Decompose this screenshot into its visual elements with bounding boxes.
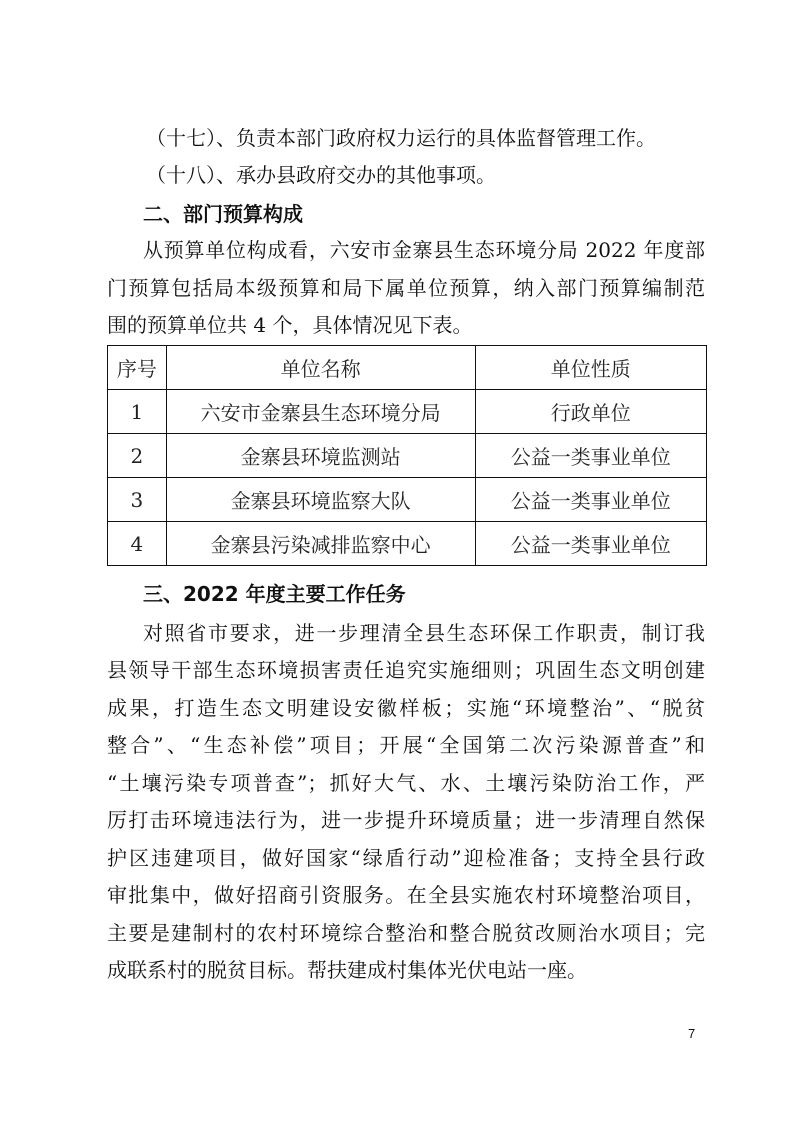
cell-unit-type: 公益一类事业单位 [475, 522, 706, 566]
paragraph-line: 对照省市要求，进一步理清全县生态环保工作职责，制订我 [143, 621, 705, 645]
cell-unit-type: 公益一类事业单位 [475, 434, 706, 478]
paragraph-line: 县领导干部生态环境损害责任追究实施细则；巩固生态文明创建 [107, 658, 705, 682]
header-serial: 序号 [108, 346, 167, 390]
cell-serial: 2 [108, 434, 167, 478]
header-unit-name: 单位名称 [166, 346, 475, 390]
table-row [108, 390, 707, 434]
cell-serial: 4 [108, 522, 167, 566]
paragraph-line: 护区违建项目，做好国家“绿盾行动”迎检准备；支持全县行政 [107, 846, 705, 870]
cell-unit-name: 金寨县环境监测站 [166, 434, 475, 478]
paragraph-line: 成果，打造生态文明建设安徽样板；实施“环境整治”、“脱贫 [107, 696, 705, 720]
paragraph-line: 从预算单位构成看，六安市金寨县生态环境分局 2022 年度部 [143, 238, 705, 262]
paragraph-line: 厉打击环境违法行为，进一步提升环境质量；进一步清理自然保 [107, 808, 705, 832]
table-header-row [108, 346, 707, 390]
paragraph-line: 审批集中，做好招商引资服务。在全县实施农村环境整治项目， [107, 883, 705, 907]
cell-unit-name: 六安市金寨县生态环境分局 [166, 390, 475, 434]
cell-unit-name: 金寨县污染减排监察中心 [166, 522, 475, 566]
page-number: 7 [688, 1026, 696, 1041]
duty-item-18: （十八）、承办县政府交办的其他事项。 [146, 163, 496, 187]
paragraph-line: 成联系村的脱贫目标。帮扶建成村集体光伏电站一座。 [107, 958, 587, 982]
section-heading-budget-composition: 二、部门预算构成 [143, 202, 303, 226]
paragraph-line: 围的预算单位共 4 个，具体情况见下表。 [107, 313, 473, 337]
cell-serial: 3 [108, 478, 167, 522]
paragraph-line: 整合”、“生态补偿”项目；开展“全国第二次污染源普查”和 [107, 733, 705, 757]
paragraph-line: 门预算包括局本级预算和局下属单位预算，纳入部门预算编制范 [107, 276, 705, 300]
table-row [108, 478, 707, 522]
budget-units-table [107, 345, 707, 566]
paragraph-line: 主要是建制村的农村环境综合整治和整合脱贫改厕治水项目；完 [107, 921, 705, 945]
table-row [108, 522, 707, 566]
section-heading-main-tasks: 三、2022 年度主要工作任务 [143, 582, 406, 606]
cell-unit-name: 金寨县环境监察大队 [166, 478, 475, 522]
duty-item-17: （十七）、负责本部门政府权力运行的具体监督管理工作。 [146, 126, 656, 150]
table-row [108, 434, 707, 478]
header-unit-type: 单位性质 [475, 346, 706, 390]
cell-serial: 1 [108, 390, 167, 434]
paragraph-line: “土壤污染专项普查”；抓好大气、水、土壤污染防治工作，严 [107, 771, 705, 795]
cell-unit-type: 行政单位 [475, 390, 706, 434]
cell-unit-type: 公益一类事业单位 [475, 478, 706, 522]
